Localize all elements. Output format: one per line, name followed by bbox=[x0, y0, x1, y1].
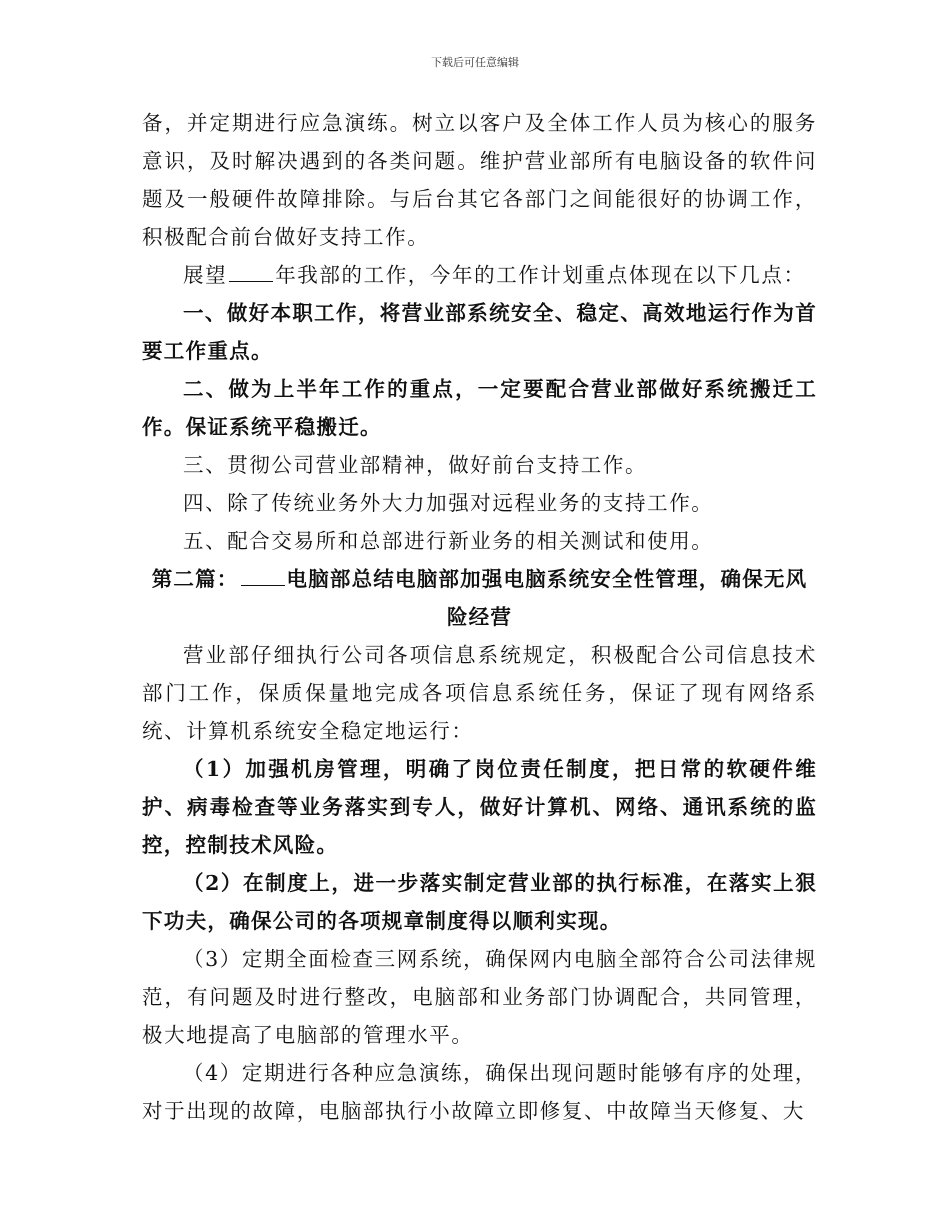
section-heading bbox=[142, 560, 817, 636]
measure-2: （2）在制度上，进一步落实制定营业部的执行标准，在落实上狠下功夫，确保公司的各项规章制度得以顺利实现。 bbox=[142, 871, 817, 933]
measure-1: （1）加强机房管理，明确了岗位责任制度，把日常的软硬件维护、病毒检查等业务落实到专人，做好计算机、网络、通讯系统的监控，控制技术风险。 bbox=[142, 757, 817, 857]
document-body bbox=[142, 104, 817, 1130]
paragraph-outlook bbox=[142, 256, 817, 294]
plan-item-4: 四、除了传统业务外大力加强对远程业务的支持工作。 bbox=[183, 491, 714, 515]
plan-item-2: 二、做为上半年工作的重点，一定要配合营业部做好系统搬迁工作。保证系统平稳搬迁。 bbox=[142, 377, 817, 439]
heading-suffix: 电脑部总结电脑部加强电脑系统安全性管理，确保无风险经营 bbox=[286, 567, 808, 629]
measure-4: （4）定期进行各种应急演练，确保出现问题时能够有序的处理，对于出现的故障，电脑部执行小故障立即修复、中故障当天修复、大 bbox=[142, 1061, 817, 1123]
plan-item-3: 三、贯彻公司营业部精神，做好前台支持工作。 bbox=[183, 453, 648, 477]
measure-3: （3）定期全面检查三网系统，确保网内电脑全部符合公司法律规范，有问题及时进行整改，电脑部和业务部门协调配合，共同管理，极大地提高了电脑部的管理水平。 bbox=[142, 947, 817, 1047]
outlook-prefix: 展望 bbox=[183, 263, 228, 287]
blank-heading-underline bbox=[241, 569, 285, 586]
paragraph-intro: 营业部仔细执行公司各项信息系统规定，积极配合公司信息技术部门工作，保质保量地完成各项信息系统任务，保证了现有网络系统、计算机系统安全稳定地运行： bbox=[142, 643, 817, 743]
outlook-suffix: 年我部的工作，今年的工作计划重点体现在以下几点： bbox=[275, 263, 806, 287]
page-header-note: 下载后可任意编辑 bbox=[431, 56, 519, 69]
paragraph-continuation: 备，并定期进行应急演练。树立以客户及全体工作人员为核心的服务意识，及时解决遇到的各类问题。维护营业部所有电脑设备的软件问题及一般硬件故障排除。与后台其它各部门之间能很好的协调工作，积极配合前台做好支持工作。 bbox=[142, 111, 817, 249]
plan-item-5: 五、配合交易所和总部进行新业务的相关测试和使用。 bbox=[183, 529, 714, 553]
blank-year-underline bbox=[229, 265, 273, 282]
plan-item-1: 一、做好本职工作，将营业部系统安全、稳定、高效地运行作为首要工作重点。 bbox=[142, 301, 817, 363]
heading-prefix: 第二篇： bbox=[151, 567, 239, 591]
